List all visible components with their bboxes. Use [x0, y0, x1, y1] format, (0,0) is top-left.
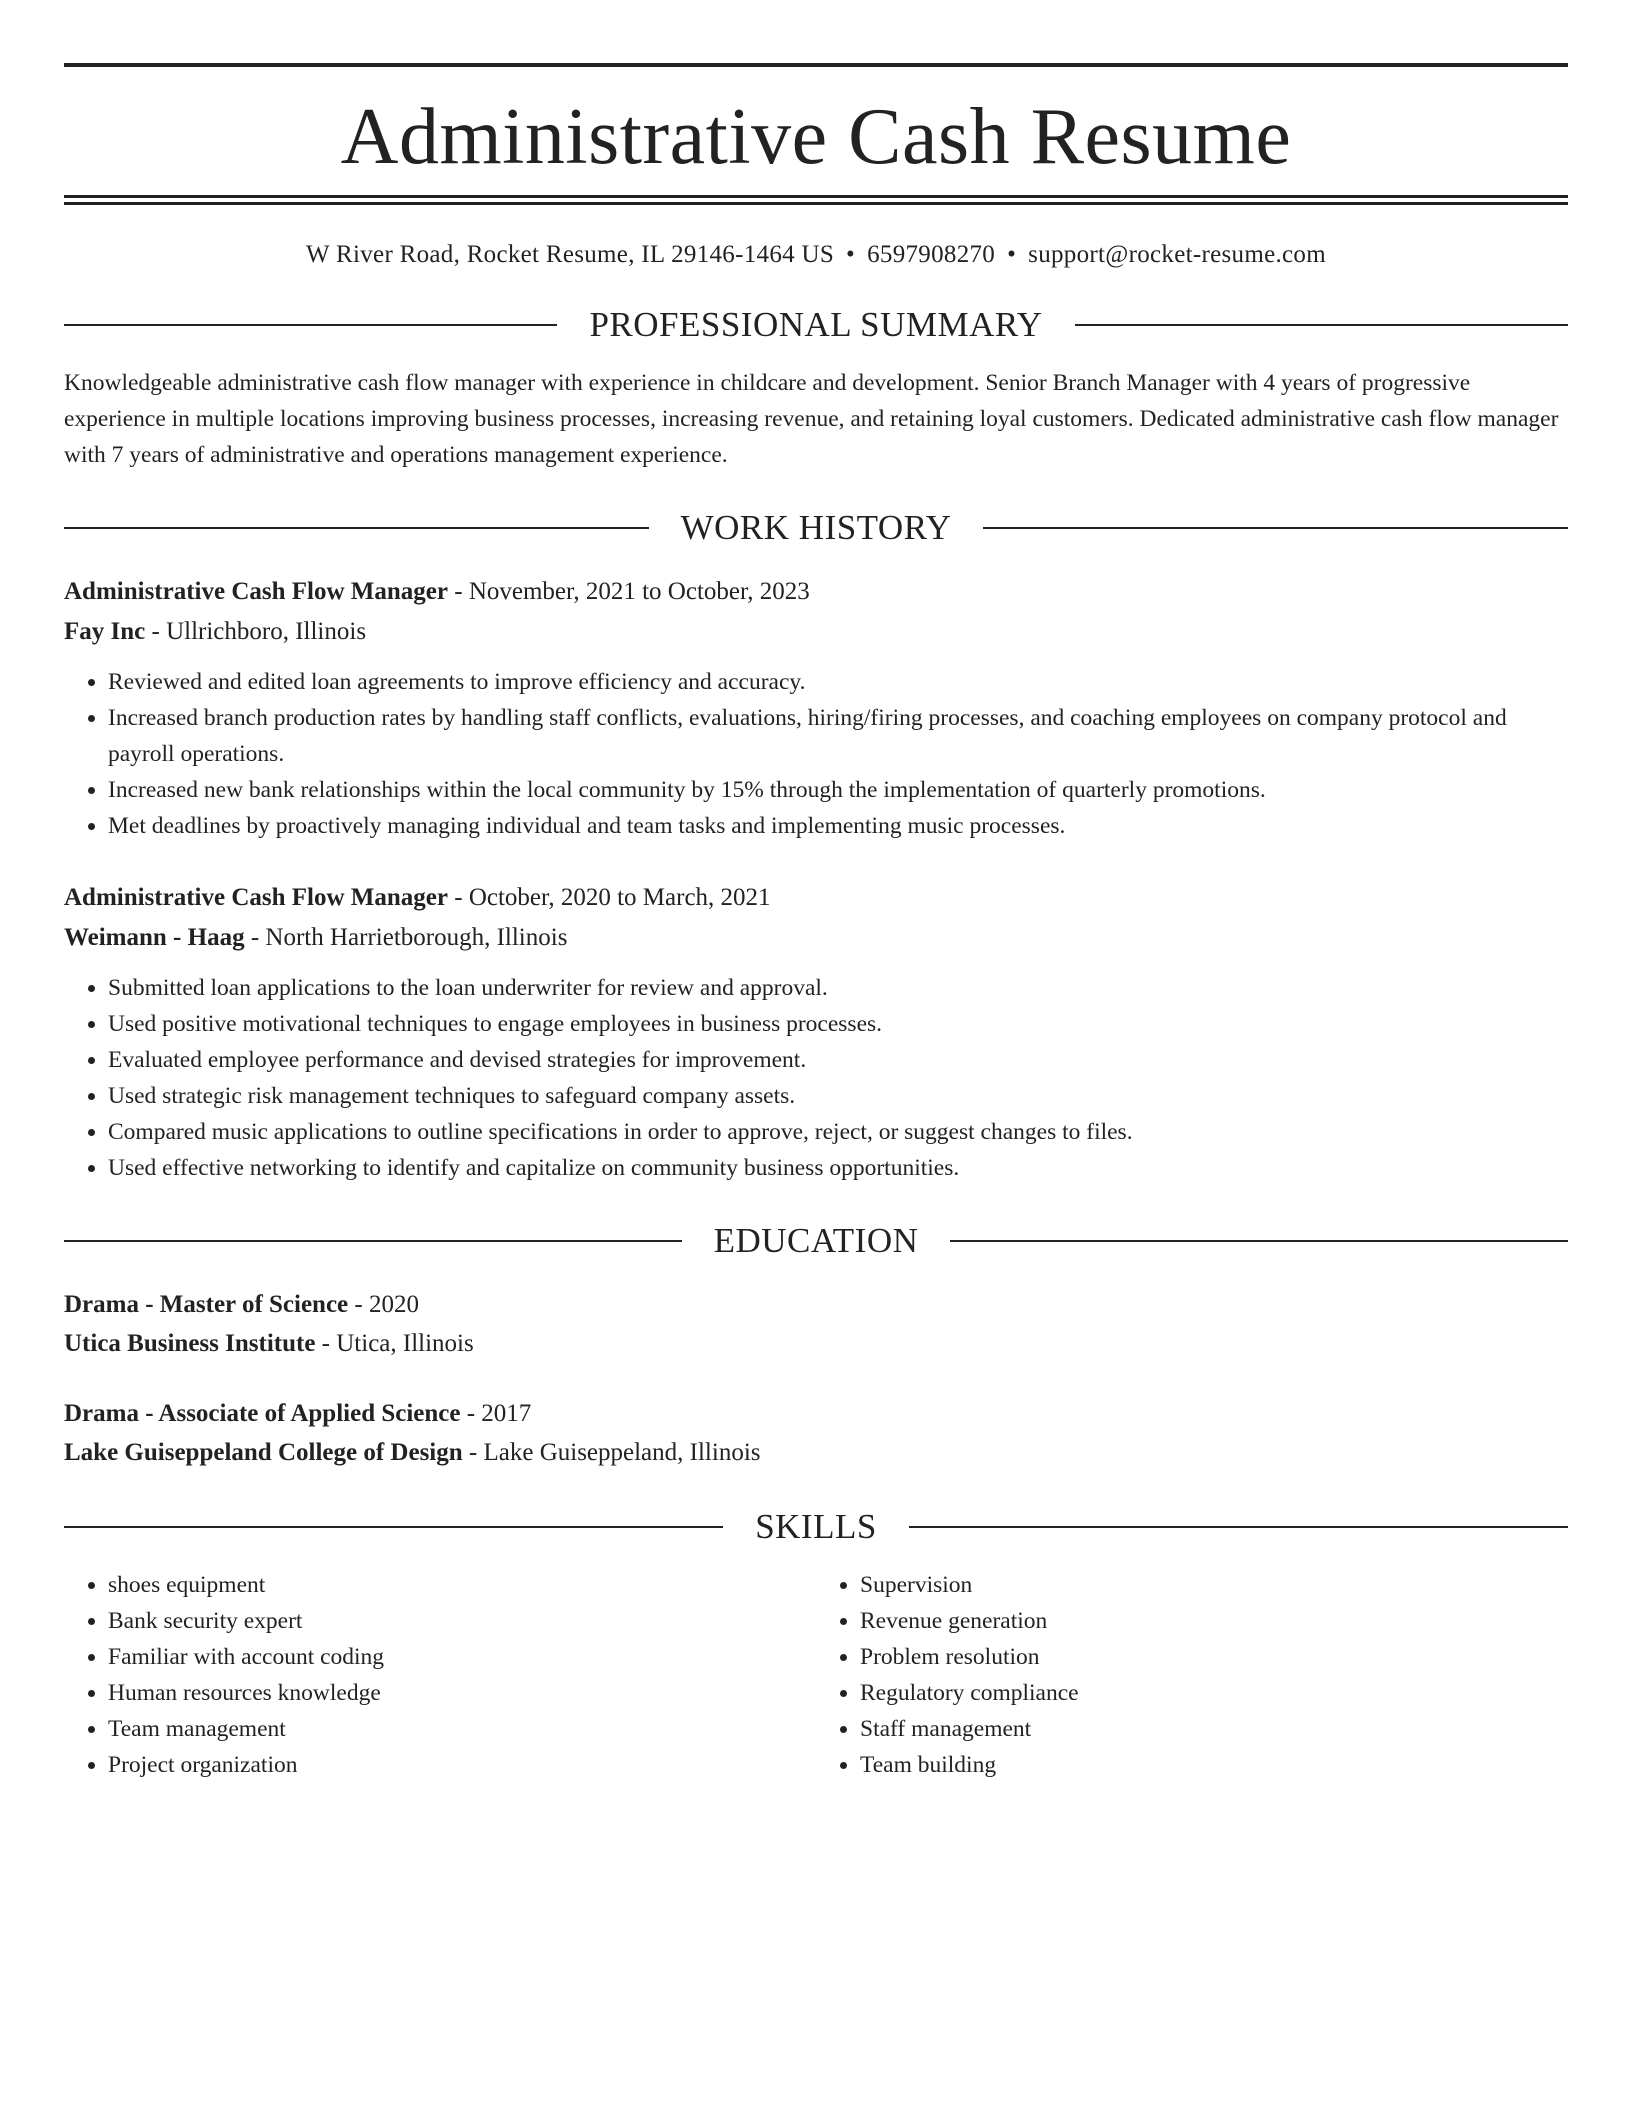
heading-rule-left — [64, 324, 557, 326]
job-entry — [64, 878, 1568, 1186]
contact-phone: 6597908270 — [867, 241, 996, 268]
list-item: • Met deadlines by proactively managing individual and team tasks and implementing music processes. — [108, 808, 1568, 844]
contact-separator: • — [846, 241, 856, 268]
contact-email: support@rocket-resume.com — [1028, 241, 1326, 268]
skills-list-right — [816, 1567, 1568, 1783]
heading-rule-right — [983, 527, 1568, 529]
job-company-line — [64, 612, 1568, 652]
education-entry — [64, 1285, 1568, 1363]
job-company: Fay Inc — [64, 618, 146, 645]
section-heading-skills — [64, 1507, 1568, 1547]
skill-item: • Staff management — [860, 1711, 1568, 1747]
list-item: • Reviewed and edited loan agreements to improve efficiency and accuracy. — [108, 664, 1568, 700]
skill-item: • Team building — [860, 1747, 1568, 1783]
section-title: WORK HISTORY — [680, 508, 952, 547]
job-title-line — [64, 572, 1568, 612]
section-title: EDUCATION — [713, 1221, 919, 1260]
school-line — [64, 1324, 1568, 1363]
section-heading-work — [64, 508, 1568, 548]
skill-item: • Regulatory compliance — [860, 1675, 1568, 1711]
skill-item: • Bank security expert — [108, 1603, 816, 1639]
job-title: Administrative Cash Flow Manager — [64, 578, 448, 605]
page-title: Administrative Cash Resume — [340, 93, 1292, 181]
skill-item: • shoes equipment — [108, 1567, 816, 1603]
degree-year: - 2017 — [460, 1400, 532, 1427]
job-company-line — [64, 918, 1568, 958]
contact-separator: • — [1007, 241, 1017, 268]
job-dates: - October, 2020 to March, 2021 — [448, 884, 771, 911]
skills-list-left — [64, 1567, 816, 1783]
section-heading-summary — [64, 305, 1568, 345]
section-heading-education — [64, 1221, 1568, 1261]
skill-item: • Team management — [108, 1711, 816, 1747]
degree: Drama - Master of Science — [64, 1291, 349, 1318]
heading-rule-left — [64, 1240, 682, 1242]
section-title: SKILLS — [755, 1507, 877, 1546]
job-company: Weimann - Haag — [64, 924, 245, 951]
degree: Drama - Associate of Applied Science — [64, 1400, 461, 1427]
education-entry — [64, 1394, 1568, 1472]
top-rule — [64, 63, 1568, 67]
contact-address: W River Road, Rocket Resume, IL 29146-1464 US — [306, 241, 835, 268]
degree-year: - 2020 — [348, 1291, 419, 1318]
skill-item: • Human resources knowledge — [108, 1675, 816, 1711]
list-item: • Increased branch production rates by handling staff conflicts, evaluations, hiring/firing processes, and coaching employees on company protocol and payroll operations. — [108, 700, 1568, 772]
heading-rule-left — [64, 1526, 723, 1528]
skill-item: • Project organization — [108, 1747, 816, 1783]
summary-text: Knowledgeable administrative cash flow manager with experience in childcare and development. Senior Branch Manager with 4 years of progressive experience in multiple locations improving business processes, increasing revenue, and retaining loyal customers. Dedicated administrative cash flow manager with 7 years of administrative and operations management experience. — [64, 370, 1559, 468]
heading-rule-left — [64, 527, 649, 529]
school: Lake Guiseppeland College of Design — [64, 1439, 463, 1466]
contact-line — [64, 240, 1568, 270]
skill-item: • Supervision — [860, 1567, 1568, 1603]
heading-rule-right — [1075, 324, 1568, 326]
job-title: Administrative Cash Flow Manager — [64, 884, 448, 911]
list-item: • Evaluated employee performance and devised strategies for improvement. — [108, 1042, 1568, 1078]
list-item: • Used effective networking to identify and capitalize on community business opportunities. — [108, 1150, 1568, 1186]
school-line — [64, 1433, 1568, 1472]
list-item: • Used strategic risk management techniques to safeguard company assets. — [108, 1078, 1568, 1114]
school-location: - Lake Guiseppeland, Illinois — [462, 1439, 761, 1466]
list-item: • Submitted loan applications to the loan underwriter for review and approval. — [108, 970, 1568, 1006]
job-dates: - November, 2021 to October, 2023 — [448, 578, 810, 605]
list-item: • Used positive motivational techniques to engage employees in business processes. — [108, 1006, 1568, 1042]
job-entry — [64, 572, 1568, 844]
skill-item: • Problem resolution — [860, 1639, 1568, 1675]
school: Utica Business Institute — [64, 1330, 316, 1357]
skill-item: • Revenue generation — [860, 1603, 1568, 1639]
job-bullets — [64, 664, 1568, 844]
job-title-line — [64, 878, 1568, 918]
job-bullets — [64, 970, 1568, 1186]
job-location: - North Harrietborough, Illinois — [244, 924, 568, 951]
resume-page — [64, 0, 1568, 1783]
school-location: - Utica, Illinois — [315, 1330, 474, 1357]
skills-columns — [64, 1567, 1568, 1783]
heading-rule-right — [950, 1240, 1568, 1242]
degree-line — [64, 1394, 1568, 1433]
section-title: PROFESSIONAL SUMMARY — [589, 305, 1043, 344]
list-item: • Compared music applications to outline specifications in order to approve, reject, or suggest changes to files. — [108, 1114, 1568, 1150]
heading-rule-right — [909, 1526, 1568, 1528]
skill-item: • Familiar with account coding — [108, 1639, 816, 1675]
degree-line — [64, 1285, 1568, 1324]
list-item: • Increased new bank relationships within the local community by 15% through the implementation of quarterly promotions. — [108, 772, 1568, 808]
title-double-rule — [64, 195, 1568, 205]
job-location: - Ullrichboro, Illinois — [145, 618, 367, 645]
